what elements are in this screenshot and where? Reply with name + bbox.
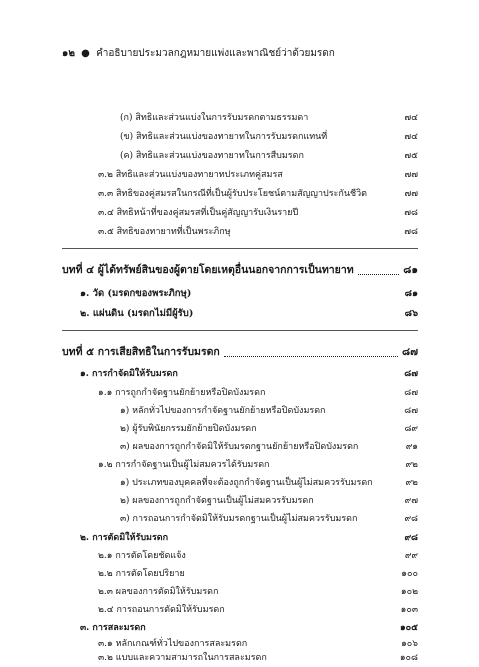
chapter-heading: บทที่ ๕ การเสียสิทธิในการรับมรดก ๘๗ bbox=[62, 346, 418, 358]
toc-entry: ๒. แผ่นดิน (มรดกไม่มีผู้รับ) ๘๖ bbox=[80, 308, 418, 319]
toc-entry: ๒. การตัดมิให้รับมรดก ๙๘ bbox=[80, 533, 418, 543]
toc-entry: ๒.๓ ผลของการตัดมิให้รับมรดก ๑๐๒ bbox=[98, 587, 418, 597]
toc-entry: ๓) ผลของการถูกกำจัดมิให้รับมรดกฐานยักย้ายหรือปิดบังมรดก ๙๑ bbox=[120, 442, 418, 452]
toc-entry: ๒.๒ การตัดโดยปริยาย ๑๐๐ bbox=[98, 569, 418, 579]
toc-entry: (ค) สิทธิและส่วนแบ่งของทายาทในการสืบมรดก ๗๕ bbox=[120, 151, 418, 161]
running-header bbox=[62, 46, 335, 61]
toc-entry: ๑. วัด (มรดกของพระภิกษุ) ๘๑ bbox=[80, 288, 418, 299]
toc-entry: ๑. การกำจัดมิให้รับมรดก ๘๗ bbox=[80, 369, 418, 379]
toc-entry: ๓.๒ แบบและความสามารถในการสละมรดก ๑๐๘ bbox=[98, 653, 418, 663]
toc-entry: ๒.๑ การตัดโดยชัดแจ้ง ๙๙ bbox=[98, 551, 418, 561]
toc-entry: ๑.๑ การถูกกำจัดฐานยักย้ายหรือปิดบังมรดก ๘๗ bbox=[98, 388, 418, 398]
toc-entry: ๓.๑ หลักเกณฑ์ทั่วไปของการสละมรดก ๑๐๖ bbox=[98, 639, 418, 649]
toc-entry: ๓) การถอนการกำจัดมิให้รับมรดกฐานเป็นผู้ไม่สมควรรับมรดก ๙๘ bbox=[120, 514, 418, 524]
toc-entry: (ข) สิทธิและส่วนแบ่งของทายาทในการรับมรดกแทนที่ ๗๔ bbox=[120, 132, 418, 142]
toc-entry: ๒) ผลของการถูกกำจัดฐานเป็นผู้ไม่สมควรรับมรดก ๙๗ bbox=[120, 496, 418, 506]
toc-entry: ๓.๕ สิทธิของทายาทที่เป็นพระภิกษุ ๗๘ bbox=[98, 227, 418, 237]
toc-entry: ๑) ประเภทของบุคคลที่จะต้องถูกกำจัดฐานเป็นผู้ไม่สมควรรับมรดก ๙๒ bbox=[120, 478, 418, 488]
page-number: ๑๒ bbox=[62, 48, 75, 59]
divider bbox=[62, 330, 418, 331]
toc-entry: ๑) หลักทั่วไปของการกำจัดฐานยักย้ายหรือปิดบังมรดก ๘๗ bbox=[120, 406, 418, 416]
book-title: คำอธิบายประมวลกฎหมายแพ่งและพาณิชย์ว่าด้วยมรดก bbox=[96, 48, 335, 59]
toc-entry: ๓.๓ สิทธิของคู่สมรสในกรณีที่เป็นผู้รับประโยชน์ตามสัญญาประกันชีวิต ๗๗ bbox=[98, 189, 418, 199]
toc-entry: ๒) ผู้รับพินัยกรรมยักย้ายปิดบังมรดก ๘๙ bbox=[120, 424, 418, 434]
toc-entry: ๓.๒ สิทธิและส่วนแบ่งของทายาทประเภทคู่สมรส ๗๗ bbox=[98, 170, 418, 180]
toc-entry: ๓.๔ สิทธิหน้าที่ของคู่สมรสที่เป็นคู่สัญญารับเงินรายปี ๗๘ bbox=[98, 208, 418, 218]
toc-entry: ๑.๒ การกำจัดฐานเป็นผู้ไม่สมควรได้รับมรดก ๙๒ bbox=[98, 460, 418, 470]
toc-entry: (ก) สิทธิและส่วนแบ่งในการรับมรดกตามธรรมดา ๗๔ bbox=[120, 113, 418, 123]
toc-entry: ๓. การสละมรดก ๑๐๕ bbox=[80, 623, 418, 633]
toc-entry: ๒.๔ การถอนการตัดมิให้รับมรดก ๑๐๓ bbox=[98, 605, 418, 615]
chapter-heading: บทที่ ๔ ผู้ได้ทรัพย์สินของผู้ตายโดยเหตุอื่นนอกจากการเป็นทายาท ๘๑ bbox=[62, 264, 418, 276]
bullet-icon: ● bbox=[81, 48, 90, 59]
divider bbox=[62, 248, 418, 249]
